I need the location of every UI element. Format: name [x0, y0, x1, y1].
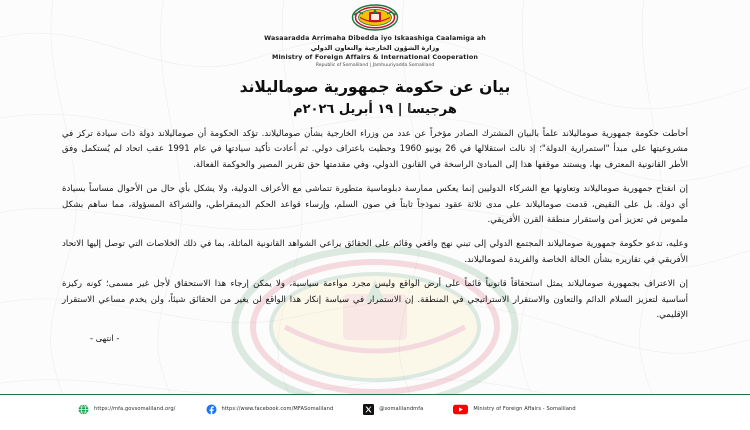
ministry-name-english: Ministry of Foreign Affairs & International Cooperation — [271, 53, 479, 62]
closing-mark: - انتهى - — [90, 332, 120, 343]
statement-body — [62, 127, 688, 342]
somaliland-coat-of-arms-icon — [351, 4, 399, 31]
paragraph: إن انفتاح جمهورية صوماليلاند وتعاونها مع الشركاء الدوليين إنما يعكس ممارسة دبلوماسية متطورة تتماشى مع الأعراف الدولية، ولا يشكل بأي حال من الأحوال مساساً بسيادة أي دولة. بل على النقيض، قدمت صوماليلاند على مدى ثلاثة عقود نموذجاً ثابتاً في صون السلم، وإرساء قواعد الحكم الديمقراطي، والشراكة المسؤولة، مما ساهم بشكل ملموس في تعزيز أمن واستقرار منطقة القرن الأفريقي. — [62, 184, 688, 226]
page-title: بيان عن حكومة جمهورية صوماليلاند — [239, 78, 511, 97]
website-link[interactable] — [78, 404, 176, 415]
ministry-name-arabic: وزارة الشؤون الخارجية والتعاون الدولي — [310, 44, 440, 53]
x-twitter-icon — [363, 404, 374, 415]
facebook-url: https://www.facebook.com/MFASomaliland — [221, 406, 334, 412]
document-header — [0, 0, 750, 69]
ministry-name-somali: Wasaaradda Arrimaha Dibedda iyo Iskaashiga Caalamiga ah — [264, 35, 486, 42]
paragraph: أحاطت حكومة جمهورية صوماليلاند علماً بالبيان المشترك الصادر مؤخراً عن عدد من وزراء الخارجية بشأن صوماليلاند. تؤكد الحكومة أن صوماليلاند دولة ذات سيادة تركز في مشروعيتها على مبدأ "استمرارية الدولة"؛ إذ نالت استقلالها في 26 يونيو 1960 وحظيت باعتراف دولي. ثم أعادت تأكيد سيادتها في عام 1991 عقب اتحاد لم يُستكمل وفق الأطر القانونية المعترف بها، ويستند موقفها هذا إلى المبادئ الراسخة في القانون الدولي، وفي مقدمتها حق تقرير المصير والحوكمة الفعالة. — [62, 129, 688, 170]
republic-subtitle: Republic of Somaliland | Jamhuuriyadda Somaliland — [315, 63, 435, 69]
footer-bar — [0, 394, 750, 430]
website-url: https://mfa.govsomaliland.org/ — [94, 406, 176, 412]
youtube-link[interactable] — [453, 404, 575, 415]
paragraph: وعليه، تدعو حكومة جمهورية صوماليلاند المجتمع الدولي إلى تبني نهج واقعي وقائم على الحقائق يراعي الشواهد القانونية الماثلة، بما في ذلك الخلاصات التي توصل إليها الاتحاد الأفريقي في تقاريره بشأن الحالة الخاصة والفريدة لصوماليلاند. — [62, 239, 688, 265]
youtube-channel: Ministry of Foreign Affairs - Somaliland — [473, 406, 576, 412]
paragraph: إن الاعتراف بجمهورية صوماليلاند يمثل استحقاقاً قانونياً قائماً على أرض الواقع وليس مجرد مواءمة سياسية، ولا يمكن إرجاء هذا الاستحقاق لأجل غير مسمى؛ كونه ركيزة أساسية لتعزيز السلام الدائم والتعاون والاستقرار الاستراتيجي في المنطقة. إن الاستمرار في سياسة إنكار هذا الواقع لن يغير من الحقائق شيئاً، ولن يخدم مساعي الاستقرار الإقليمي. — [62, 279, 688, 321]
globe-icon — [78, 404, 89, 415]
x-twitter-link[interactable] — [363, 404, 423, 415]
youtube-icon — [453, 404, 468, 415]
dateline: هرجيسا | ١٩ أبريل ٢٠٢٦م — [293, 102, 457, 118]
facebook-link[interactable] — [206, 404, 334, 415]
x-twitter-handle: @somalilandmfa — [379, 406, 424, 412]
footer-links — [0, 395, 750, 423]
facebook-icon — [206, 404, 217, 415]
